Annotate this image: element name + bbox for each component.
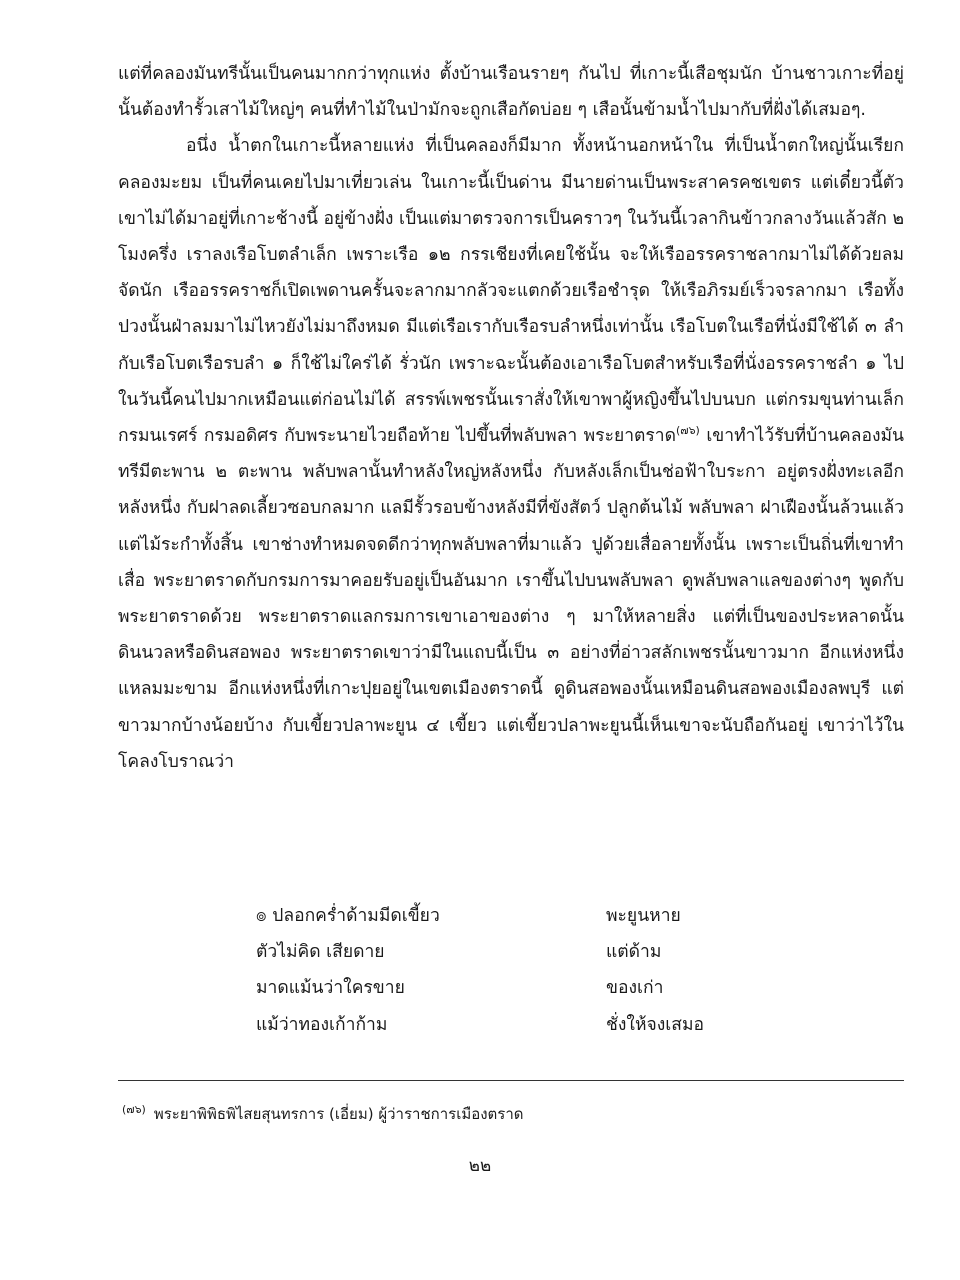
poem-line-left: มาดแม้นว่าใครขาย — [256, 978, 405, 999]
paragraph-2 — [118, 128, 904, 780]
page-number: ๒๒ — [468, 1156, 492, 1176]
footnote-reference: (๗๖) — [676, 424, 700, 438]
footnote — [122, 1098, 902, 1126]
footnote-divider — [118, 1080, 904, 1081]
poem-line-left: ตัวไม่คิด เสียดาย — [256, 942, 385, 963]
poem-line-right: แต่ด้าม — [606, 942, 662, 963]
poem-line — [256, 1007, 776, 1043]
poem-line — [256, 898, 776, 934]
poem-line — [256, 970, 776, 1006]
footnote-text: พระยาพิพิธพิไสยสุนทรการ (เอี่ยม) ผู้ว่าราชการเมืองตราด — [153, 1105, 524, 1123]
poem-line — [256, 934, 776, 970]
paragraph-2-part-1: อนึ่ง น้ำตกในเกาะนี้หลายแห่ง ที่เป็นคลองก็มีมาก ทั้งหน้านอกหน้าใน ที่เป็นน้ำตกใหญ่นั้นเรียกคลองมะยม เป็นที่คนเคยไปมาเที่ยวเล่น ในเกาะนี้เป็นด่าน มีนายด่านเป็นพระสาครคชเขตร แต่เดี๋ยวนี้ตัวเขาไม่ได้มาอยู่ที่เกาะช้างนี้ อยู่ข้างฝั่ง เป็นแต่มาตรวจการเป็นคราวๆ ในวันนี้เวลากินข้าวกลางวันแล้วสัก ๒ โมงครึ่ง เราลงเรือโบตลำเล็ก เพราะเรือ ๑๒ กรรเชียงที่เคยใช้นั้น จะให้เรืออรรคราชลากมาไม่ได้ด้วยลมจัดนัก เรืออรรคราชก็เปิดเพดานครั้นจะลากมากลัวจะแตกด้วยเรือชำรุด ให้เรือภิรมย์เร็วจรลากมา เรือทั้งปวงนั้นฝ่าลมมาไม่ไหวยังไม่มาถึงหมด มีแต่เรือเรากับเรือรบลำหนึ่งเท่านั้น เรือโบตในเรือที่นั่งมีใช้ได้ ๓ ลำ กับเรือโบตเรือรบลำ ๑ ก็ใช้ไม่ใคร่ได้ รั่วนัก เพราะฉะนั้นต้องเอาเรือโบตสำหรับเรือที่นั่งอรรคราชลำ ๑ ไปในวันนี้คนไปมากเหมือนแต่ก่อนไม่ได้ สรรพ์เพชรนั้นเราสั่งให้เขาพาผู้หญิงขึ้นไปบนบก แต่กรมขุนท่านเล็ก กรมนเรศร์ กรมอดิศร กับพระนายไวยถือท้าย ไปขึ้นที่พลับพลา พระยาตราด — [118, 136, 904, 447]
poem-line-right: พะยูนหาย — [606, 906, 681, 926]
body-text — [118, 56, 904, 780]
paragraph-2-part-2: เขาทำไว้รับที่บ้านคลองมันทรีมีตะพาน ๒ ตะพาน พลับพลานั้นทำหลังใหญ่หลังหนึ่ง กับหลังเล็กเป็นช่อฟ้าใบระกา อยู่ตรงฝั่งทะเลอีกหลังหนึ่ง กับฝาลดเลี้ยวซอบกลมาก แลมีรั้วรอบข้างหลังมีที่ขังสัตว์ ปลูกต้นไม้ พลับพลา ฝาเฝืองนั้นล้วนแล้วแต่ไม้ระกำทั้งสิ้น เขาช่างทำหมดจดดีกว่าทุกพลับพลาที่มาแล้ว ปูด้วยเสื่อลายทั้งนั้น เพราะเป็นถิ่นที่เขาทำเสื่อ พระยาตราดกับกรมการมาคอยรับอยู่เป็นอันมาก เราขึ้นไปบนพลับพลา ดูพลับพลาแลของต่างๆ พูดกับพระยาตราดด้วย พระยาตราดแลกรมการเขาเอาของต่าง ๆ มาให้หลายสิ่ง แต่ที่เป็นของประหลาดนั้น ดินนวลหรือดินสอพอง พระยาตราดเขาว่ามีในแถบนี้เป็น ๓ อย่างที่อ่าวสลักเพชรนั้นขาวมาก อีกแห่งหนึ่งแหลมมะขาม อีกแห่งหนึ่งที่เกาะปุยอยู่ในเขตเมืองตราดนี้ ดูดินสอพองนั้นเหมือนดินสอพองเมืองลพบุรี แต่ขาวมากบ้างน้อยบ้าง กับเขี้ยวปลาพะยูน ๔ เขี้ยว แต่เขี้ยวปลาพะยูนนี้เห็นเขาจะนับถือกันอยู่ เขาว่าไว้ในโคลงโบราณว่า — [118, 426, 905, 772]
poem-line-right: ชั่งให้จงเสมอ — [606, 1014, 705, 1035]
poem-line-left: แม้ว่าทองเก้าก้าม — [256, 1014, 388, 1035]
footnote-mark: (๗๖) — [122, 1103, 146, 1116]
poem-line-right: ของเก่า — [606, 978, 664, 999]
paragraph-1: แต่ที่คลองมันทรีนั้นเป็นคนมากกว่าทุกแห่ง ตั้งบ้านเรือนรายๆ กันไป ที่เกาะนี้เสือชุมนัก บ้านชาวเกาะที่อยู่นั้นต้องทำรั้วเสาไม้ใหญ่ๆ คนที่ทำไม้ในป่ามักจะถูกเสือกัดบ่อย ๆ เสือนั้นข้ามน้ำไปมากับที่ฝั่งได้เสมอๆ. — [118, 64, 904, 121]
poem-block — [256, 898, 776, 1043]
poem-line-left: ๏ ปลอกคร่ำด้ามมีดเขี้ยว — [256, 906, 440, 926]
